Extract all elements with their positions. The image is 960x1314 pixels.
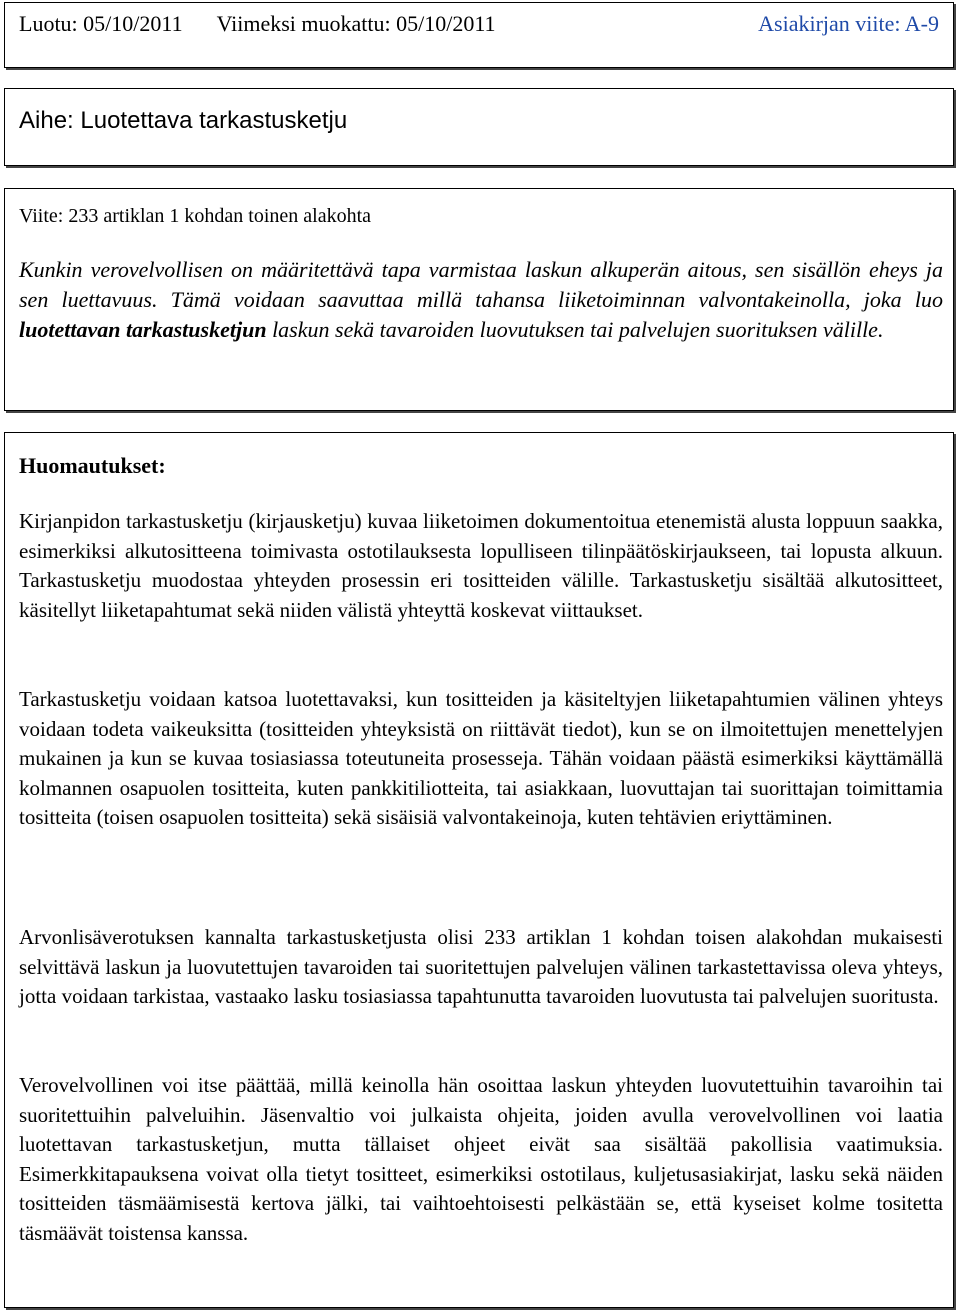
created-date: Luotu: 05/10/2011: [19, 11, 183, 36]
notes-paragraph: Tarkastusketju voidaan katsoa luotettavaksi, kun tositteiden ja käsiteltyjen liiketapahtumien välinen yhteys voidaan todeta vaikeuksitta (tositteiden yhteyksistä on riittävät tiedot), kun se on ilmoitettujen menettelyjen mukainen ja kun se kuvaa tosiasiassa toteutuneita prosesseja. Tähän voidaan päästä esimerkiksi käyttämällä kolmannen osapuolen tositteita, kuten pankkitiliotteita, tai asiakkaan, luovuttajan tai suorittajan toimittamia tositteita (toisen osapuolen tositteita) sekä sisäisiä valvontakeinoja, kuten tehtävien eriyttäminen.: [19, 687, 943, 829]
quote-emphasis: luotettavan tarkastusketjun: [19, 317, 267, 342]
quote-text-b: laskun sekä tavaroiden luovutuksen tai palvelujen suorituksen välille.: [266, 317, 884, 342]
modified-date: Viimeksi muokattu: 05/10/2011: [216, 11, 496, 36]
regulation-quote: [19, 255, 943, 345]
quote-text-a: Kunkin verovelvollisen on määritettävä tapa varmistaa laskun alkuperän aitous, sen sisällön eheys ja sen luettavuus. Tämä voidaan saavuttaa millä tahansa liiketoiminnan valvontakeinolla, joka luo: [19, 257, 943, 312]
notes-paragraph: Arvonlisäverotuksen kannalta tarkastusketjusta olisi 233 artiklan 1 kohdan toisen alakohdan mukaisesti selvittävä laskun ja luovutettujen tavaroiden tai suoritettujen palvelujen välinen tarkastettavissa oleva yhteys, jotta voidaan tarkistaa, vastaako lasku tosiasiassa tapahtunutta tavaroiden luovutusta tai palvelujen suoritusta.: [19, 925, 943, 1008]
topic-title: Aihe: Luotettava tarkastusketju: [19, 107, 348, 134]
reference-box: [4, 188, 954, 411]
reference-line: Viite: 233 artiklan 1 kohdan toinen alakohta: [19, 205, 372, 227]
header-dates: [19, 11, 530, 37]
topic-box: [4, 88, 954, 166]
document-header: [4, 2, 954, 68]
notes-heading: Huomautukset:: [19, 453, 166, 478]
notes-paragraph: Kirjanpidon tarkastusketju (kirjausketju) kuvaa liiketoimen dokumentoitua etenemistä alusta loppuun saakka, esimerkiksi alkutositteena toimivasta ostotilauksesta lopulliseen tilinpäätöskirjaukseen, tai lopusta alkuun. Tarkastusketju muodostaa yhteyden prosessin eri tositteiden välille. Tarkastusketju sisältää alkutositteet, käsitellyt liiketapahtumat sekä niiden välistä yhteyttä koskevat viittaukset.: [19, 509, 943, 622]
document-reference: Asiakirjan viite: A-9: [758, 11, 939, 36]
notes-paragraph: Verovelvollinen voi itse päättää, millä keinolla hän osoittaa laskun yhteyden luovutettuihin tavaroihin tai suoritettuihin palveluihin. Jäsenvaltio voi julkaista ohjeita, joiden avulla verovelvollinen voi laatia luotettavan tarkastusketjun, mutta tällaiset ohjeet eivät saa sisältää pakollisia vaatimuksia. Esimerkkitapauksena voivat olla tietyt tositteet, esimerkiksi ostotilaus, kuljetusasiakirjat, lasku sekä näiden tositteiden täsmäämisestä kertova jälki, tai vaihtoehtoisesti pelkästään se, että kyseiset kolme tositetta täsmäävät toistensa kanssa.: [19, 1073, 943, 1245]
notes-box: [4, 432, 954, 1308]
